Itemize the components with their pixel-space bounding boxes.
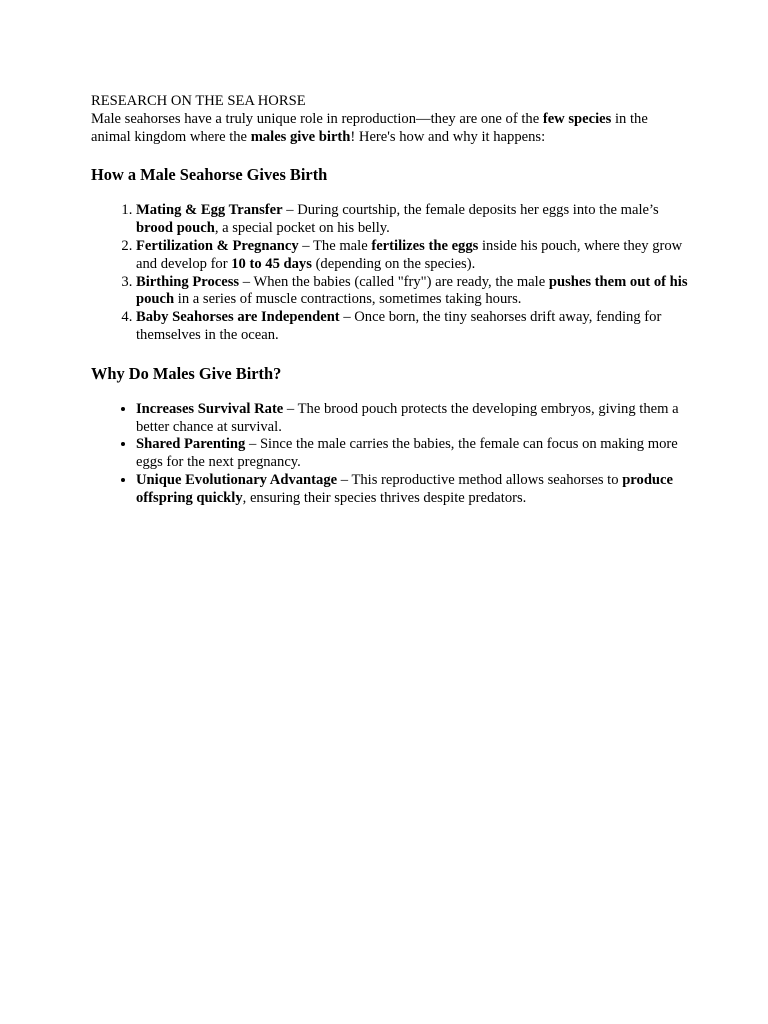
- item-text: , ensuring their species thrives despite predators.: [242, 489, 527, 506]
- list-item: [136, 202, 691, 238]
- item-text: – The male: [298, 237, 372, 254]
- document-title: RESEARCH ON THE SEA HORSE: [91, 93, 306, 109]
- reasons-list: [91, 401, 691, 508]
- item-term: Increases Survival Rate: [136, 400, 284, 417]
- item-term: Shared Parenting: [136, 436, 246, 453]
- intro-bold: few species: [542, 110, 612, 127]
- item-text: – The brood pouch protects the developing embryos, giving them a better chance at survival.: [136, 400, 679, 435]
- item-term: Baby Seahorses are Independent: [136, 309, 340, 326]
- item-text: , a special pocket on his belly.: [214, 220, 390, 237]
- list-item: [136, 436, 691, 472]
- item-text: – Once born, the tiny seahorses drift away, fending for themselves in the ocean.: [136, 309, 662, 343]
- item-text: inside his pouch, where they grow and develop for: [136, 237, 683, 272]
- item-term: Mating & Egg Transfer: [136, 202, 283, 219]
- list-item: [136, 238, 691, 274]
- list-item: [136, 309, 691, 345]
- document-page: [91, 93, 691, 508]
- list-item: [136, 472, 691, 508]
- item-text: – When the babies (called "fry") are ready, the male: [239, 273, 549, 290]
- item-term: Birthing Process: [136, 273, 240, 290]
- intro-text: in the animal kingdom where the: [91, 110, 648, 145]
- section-heading-why: Why Do Males Give Birth?: [91, 363, 282, 383]
- intro-paragraph: [91, 111, 691, 147]
- item-term: Unique Evolutionary Advantage: [136, 471, 338, 488]
- item-term: Fertilization & Pregnancy: [136, 237, 299, 254]
- intro-text: Male seahorses have a truly unique role in reproduction—they are one of the: [91, 110, 543, 127]
- item-bold: brood pouch: [136, 220, 215, 237]
- item-bold: produce offspring quickly: [136, 471, 674, 506]
- item-text: in a series of muscle contractions, sometimes taking hours.: [174, 291, 522, 308]
- item-text: – Since the male carries the babies, the female can focus on making more eggs for the next pregnancy.: [136, 436, 678, 471]
- section-heading-birth: How a Male Seahorse Gives Birth: [91, 165, 328, 185]
- intro-bold: males give birth: [250, 128, 351, 145]
- intro-text: ! Here's how and why it happens:: [350, 128, 546, 145]
- list-item: [136, 401, 691, 437]
- item-bold: 10 to 45 days: [231, 255, 312, 272]
- list-item: [136, 274, 691, 310]
- item-bold: fertilizes the eggs: [371, 237, 479, 254]
- item-text: – During courtship, the female deposits her eggs into the male’s: [282, 202, 659, 219]
- item-bold: pushes them out of his pouch: [136, 273, 688, 308]
- birth-steps-list: [91, 202, 691, 344]
- item-text: – This reproductive method allows seahorses to: [337, 471, 623, 488]
- item-text: (depending on the species).: [311, 255, 476, 272]
